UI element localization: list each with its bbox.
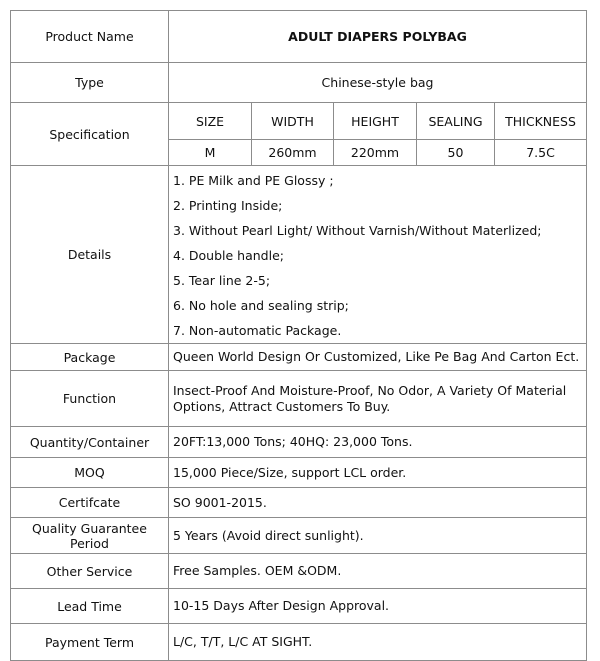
product-spec-table — [10, 10, 587, 661]
payment-term-label: Payment Term — [11, 624, 169, 661]
spec-header-thickness: THICKNESS — [495, 103, 587, 140]
row-specification-header — [11, 103, 587, 140]
details-item: 7. Non-automatic Package. — [173, 323, 342, 338]
certificate-value: SO 9001-2015. — [169, 488, 587, 518]
details-label: Details — [11, 166, 169, 344]
row-moq — [11, 458, 587, 488]
spec-value-sealing: 50 — [417, 140, 495, 166]
details-item: 5. Tear line 2-5; — [173, 273, 271, 288]
quantity-label: Quantity/Container — [11, 427, 169, 458]
type-value: Chinese-style bag — [169, 63, 587, 103]
other-service-value: Free Samples. OEM &ODM. — [169, 554, 587, 589]
row-details — [11, 166, 587, 344]
payment-term-value: L/C, T/T, L/C AT SIGHT. — [169, 624, 587, 661]
type-label: Type — [11, 63, 169, 103]
package-value: Queen World Design Or Customized, Like Pe Bag And Carton Ect. — [169, 344, 587, 371]
details-item: 3. Without Pearl Light/ Without Varnish/Without Materlized; — [173, 223, 542, 238]
quantity-value: 20FT:13,000 Tons; 40HQ: 23,000 Tons. — [169, 427, 587, 458]
quality-label: Quality Guarantee Period — [11, 518, 169, 554]
row-other-service — [11, 554, 587, 589]
spec-value-height: 220mm — [334, 140, 417, 166]
spec-header-sealing: SEALING — [417, 103, 495, 140]
spec-value-width: 260mm — [252, 140, 334, 166]
details-item: 6. No hole and sealing strip; — [173, 298, 349, 313]
row-quantity — [11, 427, 587, 458]
row-function — [11, 371, 587, 427]
other-service-label: Other Service — [11, 554, 169, 589]
row-package — [11, 344, 587, 371]
spec-header-height: HEIGHT — [334, 103, 417, 140]
row-payment-term — [11, 624, 587, 661]
certificate-label: Certifcate — [11, 488, 169, 518]
product-name-value: ADULT DIAPERS POLYBAG — [169, 11, 587, 63]
product-name-label: Product Name — [11, 11, 169, 63]
details-item: 4. Double handle; — [173, 248, 284, 263]
moq-label: MOQ — [11, 458, 169, 488]
row-certificate — [11, 488, 587, 518]
lead-time-label: Lead Time — [11, 589, 169, 624]
quality-value: 5 Years (Avoid direct sunlight). — [169, 518, 587, 554]
spec-value-thickness: 7.5C — [495, 140, 587, 166]
spec-header-size: SIZE — [169, 103, 252, 140]
function-label: Function — [11, 371, 169, 427]
lead-time-value: 10-15 Days After Design Approval. — [169, 589, 587, 624]
row-product-name — [11, 11, 587, 63]
row-type — [11, 63, 587, 103]
moq-value: 15,000 Piece/Size, support LCL order. — [169, 458, 587, 488]
details-list — [169, 166, 587, 344]
spec-header-width: WIDTH — [252, 103, 334, 140]
details-item: 2. Printing Inside; — [173, 198, 283, 213]
row-lead-time — [11, 589, 587, 624]
function-value: Insect-Proof And Moisture-Proof, No Odor, A Variety Of Material Options, Attract Customers To Buy. — [169, 371, 587, 427]
specification-label: Specification — [11, 103, 169, 166]
row-quality — [11, 518, 587, 554]
spec-value-size: M — [169, 140, 252, 166]
details-item: 1. PE Milk and PE Glossy ; — [173, 173, 334, 188]
package-label: Package — [11, 344, 169, 371]
